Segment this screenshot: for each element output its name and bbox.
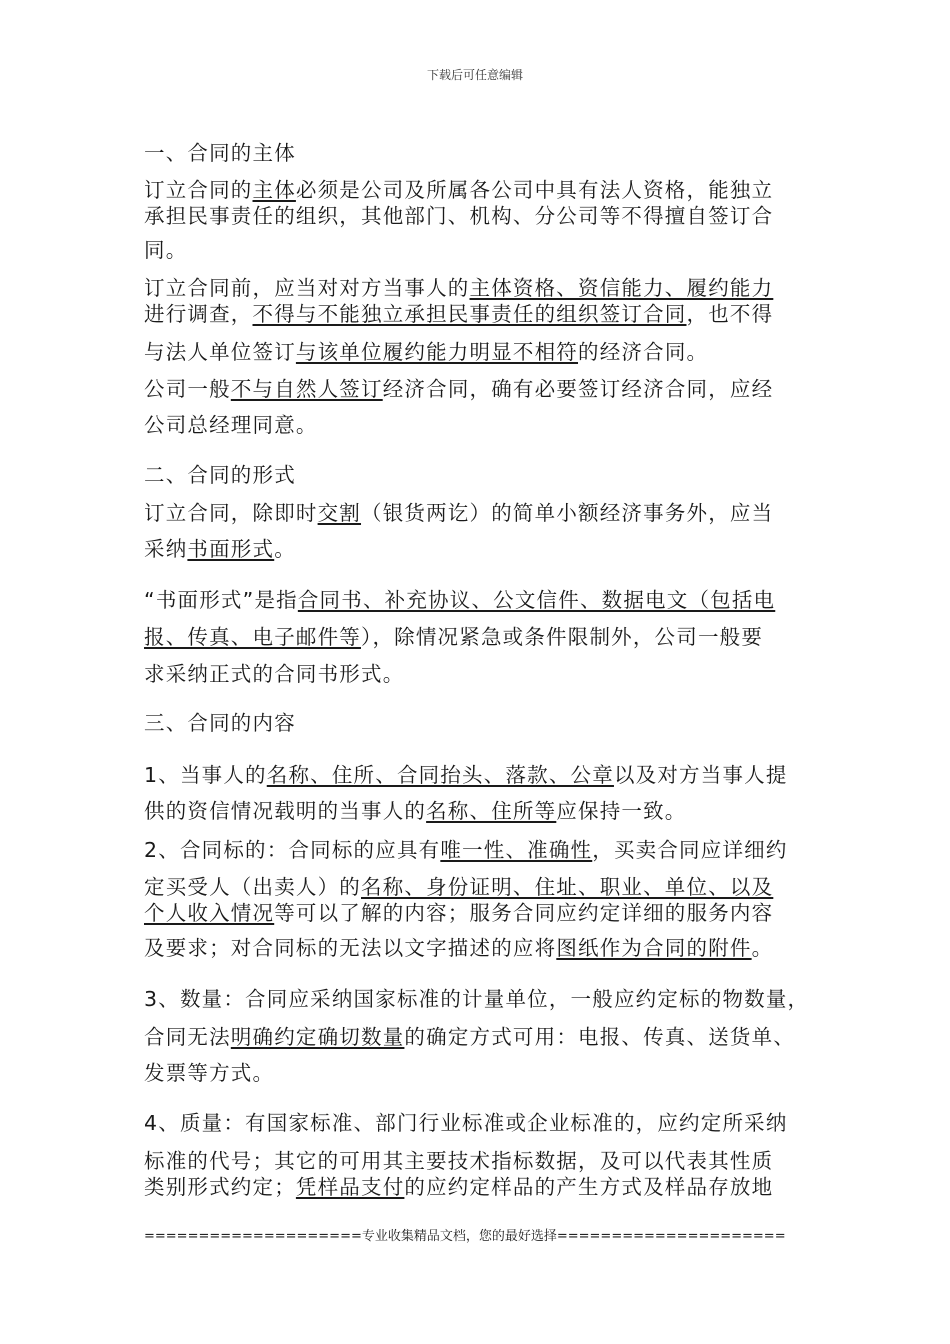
text-line xyxy=(144,413,318,437)
text-span: 等可以了解的内容；服务合同应约定详细的服务内容 xyxy=(274,901,774,925)
text-span: 三、合同的内容 xyxy=(144,711,296,735)
underlined-text: 唯一性、准确性 xyxy=(440,838,593,862)
text-span: 3、数量：合同应采纳国家标准的计量单位，一般应约定标的物数量， xyxy=(144,987,810,1011)
text-span: 的经济合同。 xyxy=(578,340,709,364)
text-line xyxy=(144,537,296,561)
text-line xyxy=(144,901,773,925)
text-span: 承担民事责任的组织，其他部门、机构、分公司等不得擅自签订合 xyxy=(144,204,774,228)
page-header: 下载后可任意编辑 xyxy=(426,68,523,82)
text-span: 以及对方当事人提 xyxy=(613,763,788,787)
underlined-text: 名称、身份证明、住址、职业、单位、以及 xyxy=(361,875,774,899)
text-line xyxy=(144,1111,788,1135)
underlined-text: 名称、住所等 xyxy=(426,799,557,823)
text-line xyxy=(144,1149,773,1173)
text-line xyxy=(144,711,296,735)
text-span: 的确定方式可用：电报、传真、送货单、 xyxy=(404,1025,796,1049)
text-span: 进行调查， xyxy=(144,302,253,326)
text-span: 同。 xyxy=(144,238,188,262)
text-span: 经济合同，确有必要签订经济合同，应经 xyxy=(382,377,774,401)
text-span: 订立合同的 xyxy=(144,178,253,202)
underlined-text: 名称、住所、合同抬头、落款、公章 xyxy=(266,763,614,787)
text-line xyxy=(144,501,773,525)
text-span: 与法人单位签订 xyxy=(144,340,296,364)
text-span: 类别形式约定； xyxy=(144,1175,296,1199)
text-line xyxy=(144,1175,773,1199)
text-line xyxy=(144,463,296,487)
text-span: 合同无法 xyxy=(144,1025,231,1049)
text-span: 公司总经理同意。 xyxy=(144,413,318,437)
text-line xyxy=(144,987,809,1011)
text-span: ，买卖合同应详细约 xyxy=(592,838,788,862)
text-span: 。 xyxy=(274,537,296,561)
underlined-text: 不与自然人签订 xyxy=(230,377,383,401)
text-span: 及要求；对合同标的无法以文字描述的应将 xyxy=(144,936,557,960)
text-line xyxy=(144,625,763,649)
text-span: 应保持一致。 xyxy=(556,799,687,823)
text-line xyxy=(144,588,775,612)
text-line xyxy=(144,1061,274,1085)
text-span: ，也不得 xyxy=(686,302,774,326)
text-span: （银货两讫）的简单小额经济事务外，应当 xyxy=(361,501,774,525)
underlined-text: 报、传真、电子邮件等 xyxy=(144,625,361,649)
text-line xyxy=(144,763,788,787)
text-span: 订立合同，除即时 xyxy=(144,501,318,525)
text-line xyxy=(144,936,773,960)
underlined-text: 合同书、补充协议、公文信件、数据电文（包括电 xyxy=(297,588,776,612)
text-span: 公司一般 xyxy=(144,377,231,401)
underlined-text: 明确约定确切数量 xyxy=(230,1025,405,1049)
text-line xyxy=(144,662,404,686)
underlined-text: 凭样品支付 xyxy=(295,1175,405,1199)
text-line xyxy=(144,302,773,326)
underlined-text: 交割 xyxy=(317,501,362,525)
underlined-text: 主体 xyxy=(252,178,296,202)
text-line xyxy=(144,1025,795,1049)
text-line xyxy=(144,838,788,862)
text-span: 必须是公司及所属各公司中具有法人资格，能独立 xyxy=(295,178,774,202)
text-span: 标准的代号；其它的可用其主要技术指标数据，及可以代表其性质 xyxy=(144,1149,774,1173)
text-span: 1、当事人的 xyxy=(144,763,267,787)
text-span: 供的资信情况载明的当事人的 xyxy=(144,799,427,823)
text-span: 的应约定样品的产生方式及样品存放地 xyxy=(404,1175,774,1199)
underlined-text: 书面形式 xyxy=(187,537,275,561)
text-line xyxy=(144,875,773,899)
text-span: “书面形式”是指 xyxy=(144,588,298,612)
text-line xyxy=(144,276,773,300)
text-line xyxy=(144,238,187,262)
text-span: 2、合同标的：合同标的应具有 xyxy=(144,838,441,862)
page-footer: ====================专业收集精品文档，您的最好选择===================== xyxy=(144,1229,786,1244)
text-span: 一、合同的主体 xyxy=(144,141,296,165)
text-line xyxy=(144,204,773,228)
text-line xyxy=(144,377,773,401)
underlined-text: 个人收入情况 xyxy=(144,901,275,925)
text-span: 定买受人（出卖人）的 xyxy=(144,875,361,899)
text-line xyxy=(144,141,296,165)
text-span: 。 xyxy=(751,936,774,960)
underlined-text: 与该单位履约能力明显不相符 xyxy=(295,340,579,364)
text-span: ），除情况紧急或条件限制外，公司一般要 xyxy=(361,625,764,649)
text-span: 发票等方式。 xyxy=(144,1061,275,1085)
text-span: 4、质量：有国家标准、部门行业标准或企业标准的，应约定所采纳 xyxy=(144,1111,788,1135)
text-span: 订立合同前，应当对对方当事人的 xyxy=(144,276,470,300)
text-line xyxy=(144,799,687,823)
text-line xyxy=(144,178,773,202)
text-span: 采纳 xyxy=(144,537,188,561)
underlined-text: 图纸作为合同的附件 xyxy=(556,936,752,960)
text-span: 求采纳正式的合同书形式。 xyxy=(144,662,405,686)
text-span: 二、合同的形式 xyxy=(144,463,296,487)
underlined-text: 主体资格、资信能力、履约能力 xyxy=(469,276,774,300)
text-line xyxy=(144,340,708,364)
underlined-text: 不得与不能独立承担民事责任的组织签订合同 xyxy=(252,302,687,326)
